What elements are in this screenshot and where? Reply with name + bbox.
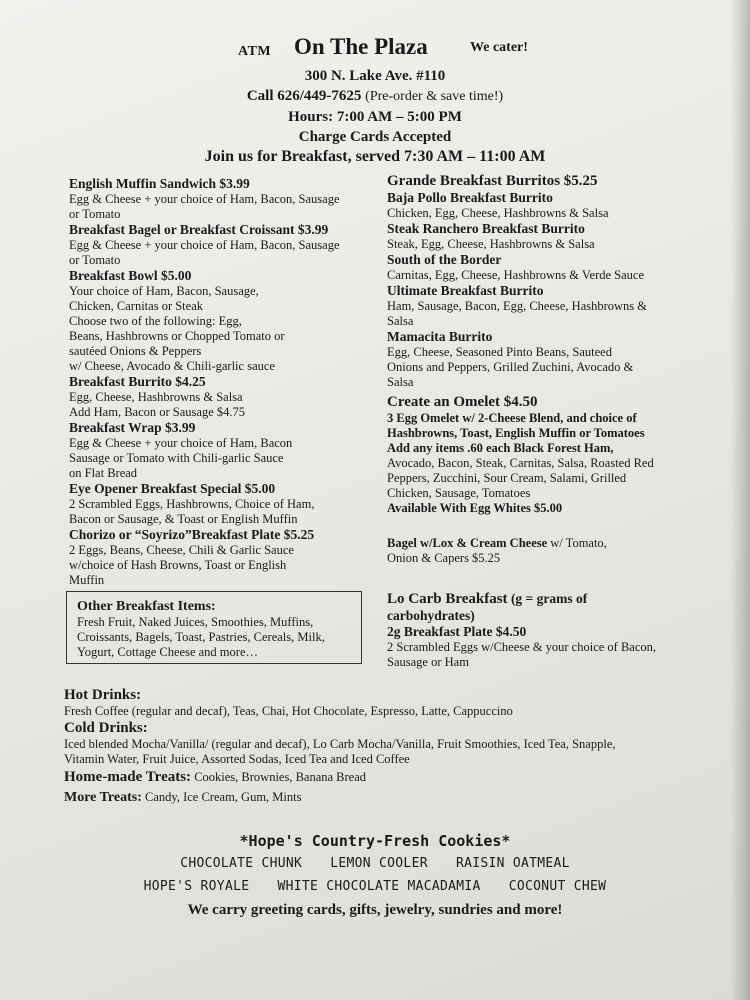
- menu-header: [0, 34, 750, 167]
- plate-name: 2g Breakfast Plate $4.50: [387, 624, 527, 639]
- bagel-section: [387, 536, 687, 566]
- item-desc: Add Ham, Bacon or Sausage $4.75: [69, 405, 246, 419]
- other-breakfast-box: [66, 591, 362, 664]
- atm-label: ATM: [238, 44, 272, 59]
- burritos-title: Grande Breakfast Burritos $5.25: [387, 173, 598, 189]
- item-name: Eye Opener Breakfast Special $5.00: [69, 481, 276, 496]
- hot-drinks-title: Hot Drinks:: [64, 687, 142, 703]
- item-desc: Chicken, Carnitas or Steak: [69, 299, 203, 313]
- menu-item: [69, 268, 369, 374]
- item-desc: Egg, Cheese, Hashbrowns & Salsa: [69, 390, 243, 404]
- item-desc: Your choice of Ham, Bacon, Sausage,: [69, 284, 259, 298]
- item-desc: Sausage or Tomato with Chili-garlic Sauce: [69, 451, 284, 465]
- omelet-line: Add any items .60 each Black Forest Ham,: [387, 441, 614, 455]
- cold-drinks-list: Vitamin Water, Fruit Juice, Assorted Sodas, Iced Tea and Iced Coffee: [64, 752, 410, 766]
- other-title: Other Breakfast Items:: [77, 599, 216, 614]
- cookie-flavor: CHOCOLATE CHUNK: [180, 856, 303, 871]
- right-column: [387, 172, 687, 670]
- locarb-note: (g = grams of: [507, 591, 588, 606]
- title-row: [0, 34, 750, 66]
- other-line: Fresh Fruit, Naked Juices, Smoothies, Muffins,: [77, 615, 314, 629]
- item-name: English Muffin Sandwich $3.99: [69, 176, 250, 191]
- cold-drinks-list: Iced blended Mocha/Vanilla/ (regular and decaf), Lo Carb Mocha/Vanilla, Fruit Smoothies, Iced Tea, Snapple,: [64, 737, 616, 751]
- bagel-rest: w/ Tomato,: [547, 536, 607, 550]
- omelet-line: Available With Egg Whites $5.00: [387, 501, 563, 515]
- carry-note: We carry greeting cards, gifts, jewelry, sundries and more!: [187, 902, 563, 918]
- treats-line: [64, 767, 704, 787]
- item-desc: w/choice of Hash Browns, Toast or English: [69, 558, 287, 572]
- cookie-flavor: COCONUT CHEW: [508, 879, 607, 894]
- hours: Hours: 7:00 AM – 5:00 PM: [288, 109, 462, 125]
- item-desc: Onions and Peppers, Grilled Zuchini, Avocado &: [387, 360, 634, 374]
- breakfast-hours: Join us for Breakfast, served 7:30 AM – 11:00 AM: [204, 148, 546, 165]
- cookies-section: [0, 830, 750, 920]
- locarb-section: [387, 590, 687, 670]
- bagel-line: [387, 536, 687, 551]
- item-name: Breakfast Wrap $3.99: [69, 420, 196, 435]
- address: 300 N. Lake Ave. #110: [304, 68, 446, 84]
- other-line: Yogurt, Cottage Cheese and more…: [77, 645, 258, 659]
- menu-item: [387, 283, 687, 329]
- omelet-line: 3 Egg Omelet w/ 2-Cheese Blend, and choice of: [387, 411, 637, 425]
- more-treats-list: Candy, Ice Cream, Gum, Mints: [145, 790, 302, 804]
- item-desc: Bacon or Sausage, & Toast or English Muffin: [69, 512, 298, 526]
- item-desc: sautéed Onions & Peppers: [69, 344, 202, 358]
- menu-item: [69, 420, 369, 481]
- item-desc: or Tomato: [69, 207, 121, 221]
- item-desc: Ham, Sausage, Bacon, Egg, Cheese, Hashbrowns &: [387, 299, 648, 313]
- phone-note: (Pre-order & save time!): [365, 89, 504, 104]
- omelet-title: Create an Omelet $4.50: [387, 394, 538, 410]
- locarb-title: Lo Carb Breakfast: [387, 591, 508, 607]
- omelet-section: [387, 393, 687, 516]
- cookie-flavor: LEMON COOLER: [330, 856, 428, 871]
- cookies-title: *Hope's Country-Fresh Cookies*: [239, 832, 511, 850]
- item-name: Breakfast Burrito $4.25: [69, 374, 206, 389]
- item-desc: Egg & Cheese + your choice of Ham, Bacon: [69, 436, 293, 450]
- restaurant-title: On The Plaza: [294, 34, 428, 59]
- item-desc: Egg & Cheese + your choice of Ham, Bacon, Sausage: [69, 238, 340, 252]
- cold-drinks-title: Cold Drinks:: [64, 720, 148, 736]
- drinks-section: [64, 686, 704, 808]
- item-name: Baja Pollo Breakfast Burrito: [387, 190, 553, 205]
- cookie-flavor: WHITE CHOCOLATE MACADAMIA: [277, 879, 481, 894]
- omelet-line: Avocado, Bacon, Steak, Carnitas, Salsa, Roasted Red: [387, 456, 654, 470]
- other-line: Croissants, Bagels, Toast, Pastries, Cereals, Milk,: [77, 630, 325, 644]
- bagel-name: Bagel w/Lox & Cream Cheese: [387, 536, 548, 550]
- cookie-row: [0, 875, 750, 898]
- menu-item: [387, 252, 687, 283]
- item-desc: Salsa: [387, 314, 414, 328]
- item-desc: Choose two of the following: Egg,: [69, 314, 242, 328]
- item-name: Breakfast Bagel or Breakfast Croissant $3.99: [69, 222, 329, 237]
- item-desc: Egg & Cheese + your choice of Ham, Bacon, Sausage: [69, 192, 340, 206]
- item-name: Steak Ranchero Breakfast Burrito: [387, 221, 585, 236]
- item-desc: Carnitas, Egg, Cheese, Hashbrowns & Verde Sauce: [387, 268, 645, 282]
- plate-desc: Sausage or Ham: [387, 655, 469, 669]
- item-desc: Salsa: [387, 375, 414, 389]
- plate-desc: 2 Scrambled Eggs w/Cheese & your choice of Bacon,: [387, 640, 657, 654]
- cookie-flavor: RAISIN OATMEAL: [455, 856, 570, 871]
- omelet-line: Peppers, Zucchini, Sour Cream, Salami, Grilled: [387, 471, 627, 485]
- item-desc: Steak, Egg, Cheese, Hashbrowns & Salsa: [387, 237, 595, 251]
- locarb-line: [387, 590, 687, 608]
- phone-line: [0, 86, 750, 107]
- treats-list: Cookies, Brownies, Banana Bread: [194, 770, 367, 784]
- item-name: Ultimate Breakfast Burrito: [387, 283, 544, 298]
- item-name: South of the Border: [387, 252, 502, 267]
- item-desc: 2 Eggs, Beans, Cheese, Chili & Garlic Sauce: [69, 543, 294, 557]
- menu-item: [69, 374, 369, 420]
- item-name: Mamacita Burrito: [387, 329, 493, 344]
- omelet-line: Hashbrowns, Toast, English Muffin or Tomatoes: [387, 426, 645, 440]
- menu-item: [387, 329, 687, 390]
- menu-item: [69, 481, 369, 527]
- left-column: [69, 176, 369, 588]
- item-name: Breakfast Bowl $5.00: [69, 268, 192, 283]
- item-desc: on Flat Bread: [69, 466, 138, 480]
- item-desc: 2 Scrambled Eggs, Hashbrowns, Choice of Ham,: [69, 497, 315, 511]
- charge-cards: Charge Cards Accepted: [298, 129, 452, 145]
- cookie-flavor: HOPE'S ROYALE: [143, 879, 250, 894]
- hot-drinks-list: Fresh Coffee (regular and decaf), Teas, Chai, Hot Chocolate, Espresso, Latte, Cappuccino: [64, 704, 513, 718]
- cater-note: We cater!: [470, 40, 528, 55]
- omelet-line: Chicken, Sausage, Tomatoes: [387, 486, 531, 500]
- locarb-note2: carbohydrates): [387, 608, 475, 623]
- menu-item: [387, 190, 687, 221]
- item-desc: Beans, Hashbrowns or Chopped Tomato or: [69, 329, 285, 343]
- menu-item: [69, 176, 369, 222]
- item-desc: or Tomato: [69, 253, 121, 267]
- treats-title: Home-made Treats:: [64, 769, 192, 785]
- item-desc: Chicken, Egg, Cheese, Hashbrowns & Salsa: [387, 206, 609, 220]
- cookie-row: [0, 852, 750, 875]
- bagel-line2: Onion & Capers $5.25: [387, 551, 501, 565]
- more-treats-line: [64, 787, 704, 808]
- more-treats-title: More Treats:: [64, 790, 142, 805]
- item-desc: w/ Cheese, Avocado & Chili-garlic sauce: [69, 359, 275, 373]
- item-desc: Muffin: [69, 573, 105, 587]
- menu-item: [69, 527, 369, 588]
- item-desc: Egg, Cheese, Seasoned Pinto Beans, Sauteed: [387, 345, 612, 359]
- item-name: Chorizo or “Soyrizo”Breakfast Plate $5.25: [69, 527, 315, 542]
- menu-item: [387, 221, 687, 252]
- menu-item: [69, 222, 369, 268]
- phone: Call 626/449-7625: [246, 88, 362, 104]
